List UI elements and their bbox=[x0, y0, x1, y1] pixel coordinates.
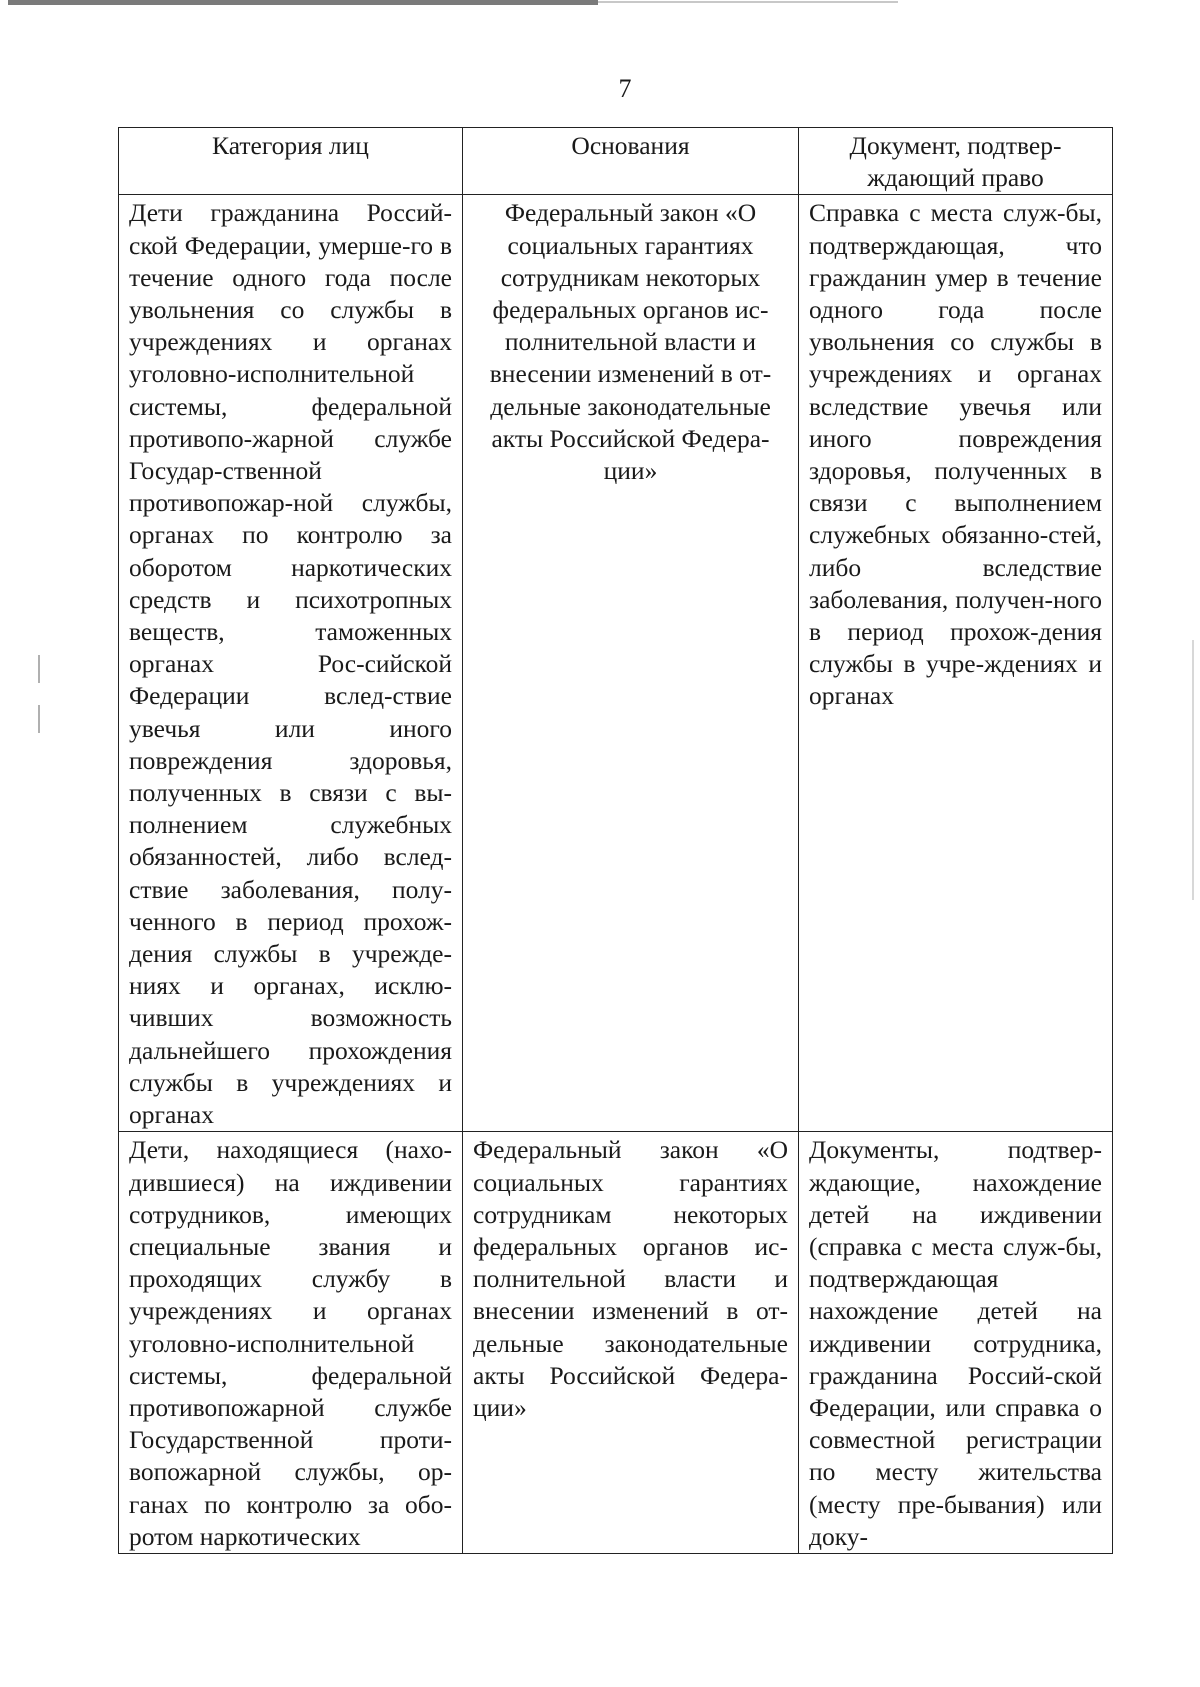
cell-grounds: Федеральный закон «О социальных гарантиях сотрудникам некоторых федеральных органов ис-полнительной власти и внесении изменений в от-дельные законодательные акты Российской Федера-ции» bbox=[463, 1132, 799, 1554]
header-document-text: Документ, подтвер- ждающий право bbox=[849, 131, 1062, 193]
header-document bbox=[799, 128, 1113, 195]
cell-category: Дети, находящиеся (нахо-дившиеся) на иждивении сотрудников, имеющих специальные звания и проходящих службу в учреждениях и органах уголовно-исполнительной системы, федеральной противопожарной службе Государственной проти-вопожарной службы, ор-ганах по контролю за обо-ротом наркотических bbox=[119, 1132, 463, 1554]
table-header-row bbox=[119, 128, 1113, 195]
cell-document: Документы, подтвер-ждающие, нахождение детей на иждивении (справка с места служ-бы, подтверждающая нахождение детей на иждивении сотрудника, гражданина Россий-ской Федерации, или справка о совместной регистрации по месту жительства (месту пре-бывания) или доку- bbox=[799, 1132, 1113, 1554]
scan-edge-bar bbox=[8, 0, 598, 5]
header-grounds: Основания bbox=[463, 128, 799, 195]
page-number: 7 bbox=[618, 74, 632, 103]
rights-table bbox=[118, 127, 1113, 1554]
table-row bbox=[119, 195, 1113, 1132]
cell-grounds: Федеральный закон «О социальных гарантиях сотрудникам некоторых федеральных органов ис-полнительной власти и внесении изменений в от-дельные законодательные акты Российской Федера-ции» bbox=[463, 195, 799, 1132]
scan-edge-bar-thin bbox=[598, 1, 898, 3]
cell-category: Дети гражданина Россий-ской Федерации, умерше-го в течение одного года после увольнения со службы в учреждениях и органах уголовно-исполнительной системы, федеральной противопо-жарной службе Государ-ственной противопожар-ной службы, органах по контролю за оборотом наркотических средств и психотропных веществ, таможенных органах Рос-сийской Федерации вслед-ствие увечья или иного повреждения здоровья, полученных в связи с вы-полнением служебных обязанностей, либо вслед-ствие заболевания, полу-ченного в период прохож-дения службы в учрежде-ниях и органах, исклю-чивших возможность дальнейшего прохождения службы в учреждениях и органах bbox=[119, 195, 463, 1132]
table-row bbox=[119, 1132, 1113, 1554]
scan-margin-mark bbox=[38, 655, 40, 683]
scan-margin-mark bbox=[38, 705, 40, 733]
cell-document: Справка с места служ-бы, подтверждающая, что гражданин умер в течение одного года после увольнения со службы в учреждениях и органах вследствие увечья или иного повреждения здоровья, полученных в связи с выполнением служебных обязанно-стей, либо вследствие заболевания, получен-ного в период прохож-дения службы в учре-ждениях и органах bbox=[799, 195, 1113, 1132]
header-category: Категория лиц bbox=[119, 128, 463, 195]
scan-margin-mark bbox=[1192, 640, 1194, 900]
